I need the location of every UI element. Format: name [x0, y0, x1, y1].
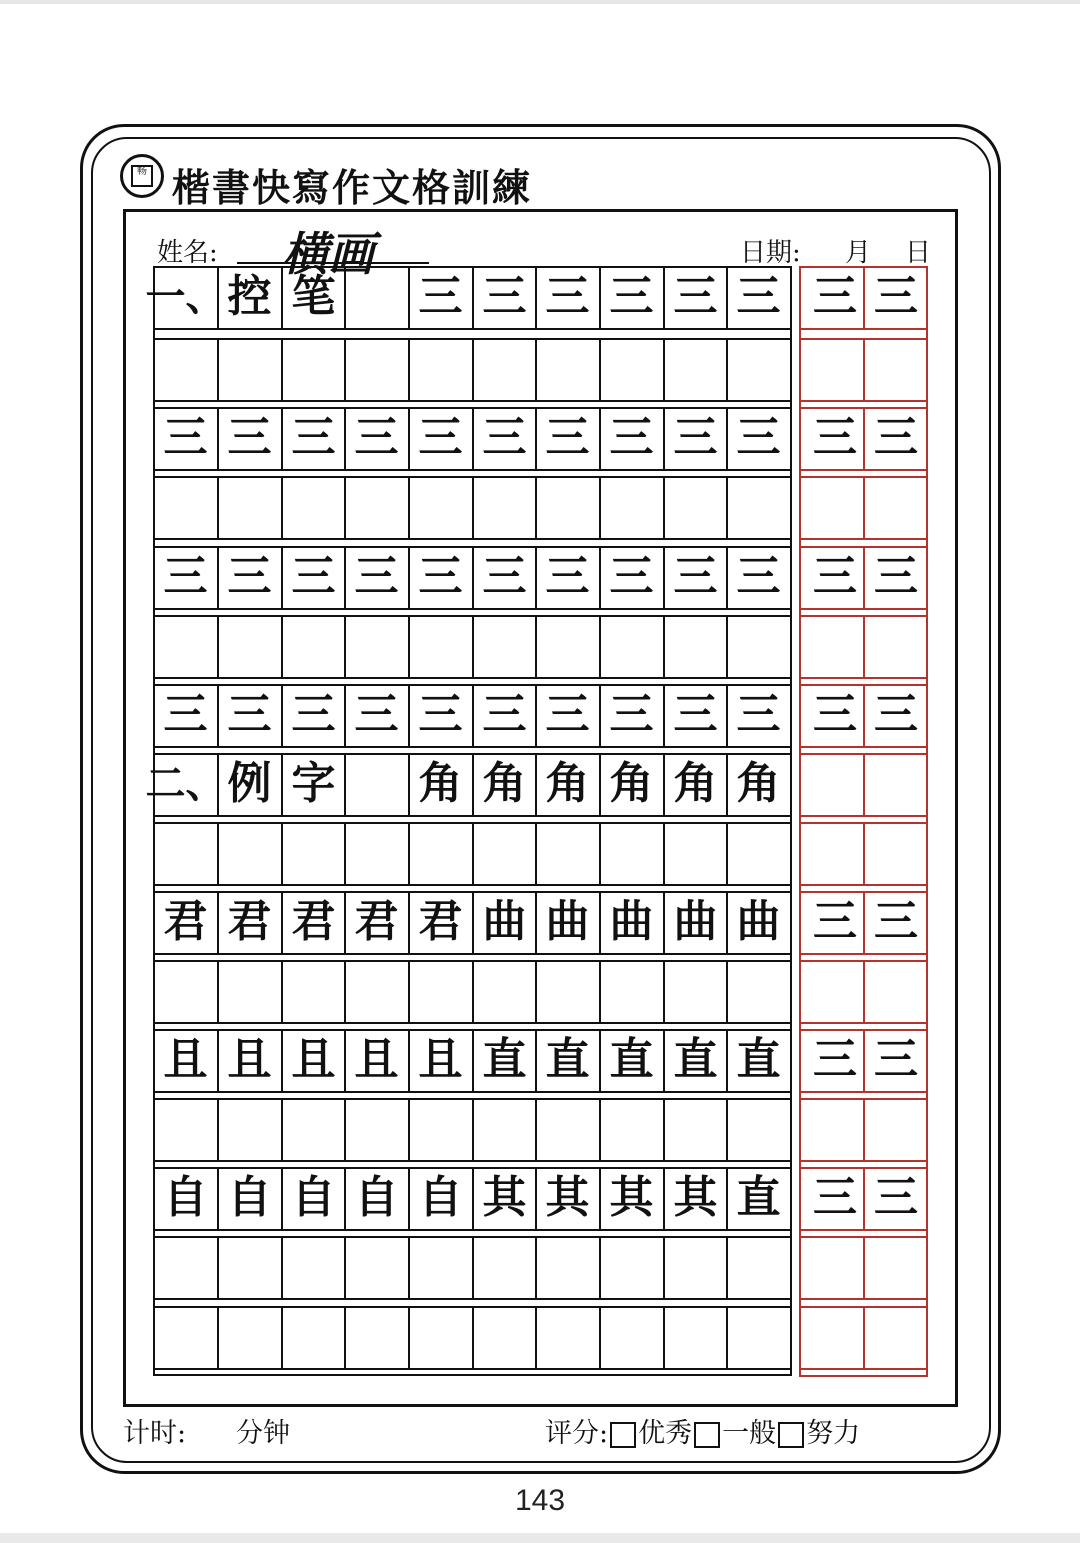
page-title: 楷書快寫作文格訓練 — [172, 165, 533, 210]
practice-cell — [154, 476, 217, 538]
practice-cell — [409, 615, 472, 677]
practice-cell — [600, 822, 663, 884]
practice-cell: 三 — [163, 689, 208, 740]
practice-cell: 三 — [673, 551, 718, 602]
practice-cell — [664, 476, 727, 538]
practice-cell — [727, 960, 790, 1022]
page-number: 143 — [514, 1484, 566, 1517]
practice-cell — [409, 476, 472, 538]
practice-cell — [282, 1236, 345, 1298]
practice-cell: 角 — [736, 758, 781, 809]
practice-cell: 直 — [736, 1172, 781, 1223]
practice-cell-red: 三 — [813, 1172, 857, 1223]
practice-cell — [409, 960, 472, 1022]
date-label: 日期: — [740, 238, 801, 268]
practice-cell — [536, 615, 599, 677]
practice-cell — [664, 960, 727, 1022]
practice-cell-red: 三 — [813, 271, 857, 322]
practice-cell: 例 — [227, 758, 272, 809]
practice-cell: 三 — [354, 551, 399, 602]
practice-cell: 三 — [354, 689, 399, 740]
practice-cell — [600, 1306, 663, 1368]
practice-cell: 角 — [482, 758, 527, 809]
practice-cell: 自 — [163, 1172, 208, 1223]
practice-cell: 三 — [291, 689, 336, 740]
practice-cell — [282, 615, 345, 677]
effort-label: 努力 — [806, 1418, 861, 1449]
practice-cell-red: 三 — [813, 689, 857, 740]
practice-cell — [218, 1236, 281, 1298]
practice-cell-red: 三 — [874, 896, 918, 947]
practice-cell: 三 — [418, 551, 463, 602]
row-bottom-line — [153, 1298, 791, 1300]
practice-cell — [345, 615, 408, 677]
practice-cell — [218, 1098, 281, 1160]
practice-cell: 其 — [609, 1172, 654, 1223]
practice-cell — [727, 338, 790, 400]
day-label: 日 — [905, 238, 932, 268]
practice-cell — [218, 1306, 281, 1368]
practice-cell: 三 — [482, 689, 527, 740]
practice-cell — [154, 822, 217, 884]
practice-cell: 直 — [482, 1034, 527, 1085]
average-checkbox[interactable] — [694, 1422, 720, 1448]
practice-cell — [154, 338, 217, 400]
top-strip — [0, 0, 1080, 4]
practice-cell — [218, 476, 281, 538]
practice-cell-red: 三 — [813, 412, 857, 463]
practice-cell: 三 — [673, 412, 718, 463]
name-label: 姓名: — [157, 238, 218, 268]
name-value: 横画 — [282, 227, 374, 281]
timer-label: 计时: — [123, 1418, 187, 1449]
practice-cell — [154, 615, 217, 677]
practice-cell: 三 — [482, 271, 527, 322]
practice-cell: 三 — [482, 412, 527, 463]
practice-cell — [727, 1098, 790, 1160]
practice-cell: 三 — [418, 412, 463, 463]
practice-cell — [473, 476, 536, 538]
practice-cell — [664, 1306, 727, 1368]
row-bottom-line — [153, 400, 791, 402]
practice-cell: 控 — [227, 271, 272, 322]
practice-cell — [473, 1098, 536, 1160]
practice-cell: 直 — [609, 1034, 654, 1085]
practice-cell — [154, 960, 217, 1022]
practice-cell — [409, 1236, 472, 1298]
practice-cell — [218, 338, 281, 400]
practice-cell: 曲 — [673, 896, 718, 947]
practice-cell: 角 — [418, 758, 463, 809]
practice-cell — [473, 1306, 536, 1368]
practice-cell: 角 — [545, 758, 590, 809]
practice-cell: 曲 — [482, 896, 527, 947]
row-bottom-line — [153, 1160, 791, 1162]
row-bottom-line — [153, 953, 791, 955]
practice-cell — [345, 960, 408, 1022]
practice-cell — [282, 1306, 345, 1368]
practice-cell: 三 — [609, 271, 654, 322]
review-column — [799, 266, 928, 1377]
practice-cell-red: 三 — [874, 271, 918, 322]
practice-cell: 三 — [545, 271, 590, 322]
excellent-checkbox[interactable] — [610, 1422, 636, 1448]
practice-cell — [345, 476, 408, 538]
practice-cell: 三 — [291, 551, 336, 602]
bottom-strip — [0, 1533, 1080, 1543]
practice-cell — [345, 822, 408, 884]
practice-cell — [600, 1236, 663, 1298]
practice-cell — [727, 822, 790, 884]
practice-cell — [282, 822, 345, 884]
practice-cell: 自 — [354, 1172, 399, 1223]
practice-cell: 三 — [418, 271, 463, 322]
practice-cell — [473, 1236, 536, 1298]
practice-cell — [409, 1306, 472, 1368]
practice-cell — [727, 476, 790, 538]
practice-cell — [345, 753, 408, 815]
month-label: 月 — [845, 238, 872, 268]
practice-cell: 且 — [291, 1034, 336, 1085]
practice-cell: 三 — [609, 689, 654, 740]
practice-cell-red: 三 — [813, 551, 857, 602]
practice-cell: 三 — [354, 412, 399, 463]
practice-cell — [345, 1236, 408, 1298]
practice-cell — [409, 822, 472, 884]
practice-cell — [345, 1098, 408, 1160]
practice-cell — [536, 1306, 599, 1368]
practice-cell-red: 三 — [874, 412, 918, 463]
logo-mark: 畅 — [131, 165, 153, 187]
practice-cell: 且 — [354, 1034, 399, 1085]
practice-cell: 三 — [736, 412, 781, 463]
practice-cell: 三 — [227, 412, 272, 463]
grid-right-border — [790, 266, 792, 1376]
practice-cell: 自 — [418, 1172, 463, 1223]
practice-cell: 三 — [291, 412, 336, 463]
practice-cell: 曲 — [736, 896, 781, 947]
practice-cell: 三 — [163, 412, 208, 463]
practice-cell-red: 三 — [874, 1034, 918, 1085]
practice-cell: 君 — [227, 896, 272, 947]
practice-cell-red: 三 — [813, 1034, 857, 1085]
practice-cell: 君 — [418, 896, 463, 947]
practice-cell — [154, 1098, 217, 1160]
row-bottom-line — [153, 608, 791, 610]
row-bottom-line — [153, 677, 791, 679]
practice-cell — [536, 476, 599, 538]
practice-cell: 且 — [418, 1034, 463, 1085]
practice-cell: 直 — [736, 1034, 781, 1085]
practice-cell: 三 — [609, 551, 654, 602]
practice-cell — [600, 476, 663, 538]
practice-cell: 曲 — [609, 896, 654, 947]
practice-cell: 三 — [736, 551, 781, 602]
practice-cell: 字 — [291, 758, 336, 809]
practice-cell — [600, 1098, 663, 1160]
practice-cell — [218, 822, 281, 884]
practice-cell — [409, 1098, 472, 1160]
grid-bottom-border — [153, 1374, 791, 1376]
practice-cell — [600, 615, 663, 677]
practice-cell: 笔 — [291, 271, 336, 322]
practice-cell: 自 — [291, 1172, 336, 1223]
practice-cell: 三 — [227, 689, 272, 740]
practice-cell — [282, 960, 345, 1022]
practice-cell: 三 — [736, 689, 781, 740]
practice-cell — [664, 822, 727, 884]
row-bottom-line — [153, 884, 791, 886]
practice-cell: 三 — [163, 551, 208, 602]
practice-cell: 直 — [673, 1034, 718, 1085]
practice-cell: 三 — [609, 412, 654, 463]
practice-cell: 君 — [291, 896, 336, 947]
practice-cell — [473, 960, 536, 1022]
practice-cell — [664, 1236, 727, 1298]
row-bottom-line — [153, 1229, 791, 1231]
excellent-label: 优秀 — [638, 1418, 693, 1449]
row-bottom-line — [153, 1091, 791, 1093]
practice-cell: 且 — [227, 1034, 272, 1085]
rating-label: 评分: — [545, 1418, 609, 1449]
practice-cell: 三 — [545, 551, 590, 602]
rating-section — [545, 1411, 860, 1450]
practice-cell: 三 — [545, 689, 590, 740]
practice-cell: 其 — [482, 1172, 527, 1223]
practice-cell — [536, 1236, 599, 1298]
practice-cell — [536, 1098, 599, 1160]
practice-cell: 君 — [163, 896, 208, 947]
practice-cell: 其 — [545, 1172, 590, 1223]
row-bottom-line — [153, 469, 791, 471]
practice-cell — [600, 960, 663, 1022]
practice-cell — [536, 960, 599, 1022]
practice-cell — [409, 338, 472, 400]
practice-cell — [154, 1306, 217, 1368]
practice-cell — [727, 615, 790, 677]
practice-cell — [727, 1306, 790, 1368]
practice-cell — [664, 1098, 727, 1160]
practice-cell: 角 — [609, 758, 654, 809]
practice-cell: 一、 — [145, 273, 226, 320]
practice-cell: 角 — [673, 758, 718, 809]
practice-cell: 三 — [418, 689, 463, 740]
practice-cell: 曲 — [545, 896, 590, 947]
practice-cell-red: 三 — [874, 689, 918, 740]
practice-cell: 其 — [673, 1172, 718, 1223]
practice-cell — [154, 1236, 217, 1298]
practice-cell — [536, 822, 599, 884]
practice-cell — [282, 476, 345, 538]
row-bottom-line — [153, 1022, 791, 1024]
row-bottom-line — [153, 815, 791, 817]
practice-cell — [600, 338, 663, 400]
practice-cell: 直 — [545, 1034, 590, 1085]
practice-cell: 三 — [673, 271, 718, 322]
practice-cell — [345, 266, 408, 328]
row-bottom-line — [153, 328, 791, 330]
practice-cell — [536, 338, 599, 400]
practice-cell: 三 — [482, 551, 527, 602]
practice-cell: 三 — [545, 412, 590, 463]
practice-cell — [473, 822, 536, 884]
practice-cell — [664, 615, 727, 677]
practice-cell — [282, 338, 345, 400]
practice-cell — [664, 338, 727, 400]
effort-checkbox[interactable] — [778, 1422, 804, 1448]
practice-cell: 自 — [227, 1172, 272, 1223]
practice-cell — [345, 338, 408, 400]
brand-logo — [120, 154, 164, 198]
minutes-label: 分钟 — [236, 1418, 290, 1449]
row-bottom-line — [153, 538, 791, 540]
practice-cell-red: 三 — [874, 1172, 918, 1223]
practice-cell — [345, 1306, 408, 1368]
practice-cell: 君 — [354, 896, 399, 947]
practice-cell: 二、 — [145, 760, 226, 807]
practice-cell-red: 三 — [813, 896, 857, 947]
practice-cell — [473, 615, 536, 677]
row-bottom-line — [153, 1368, 791, 1370]
practice-cell — [473, 338, 536, 400]
practice-cell — [727, 1236, 790, 1298]
practice-cell — [282, 1098, 345, 1160]
practice-cell: 三 — [673, 689, 718, 740]
practice-cell-red: 三 — [874, 551, 918, 602]
row-bottom-line — [153, 746, 791, 748]
practice-cell: 三 — [227, 551, 272, 602]
practice-cell: 三 — [736, 271, 781, 322]
average-label: 一般 — [722, 1418, 777, 1449]
practice-cell — [218, 960, 281, 1022]
practice-cell: 且 — [163, 1034, 208, 1085]
practice-cell — [218, 615, 281, 677]
